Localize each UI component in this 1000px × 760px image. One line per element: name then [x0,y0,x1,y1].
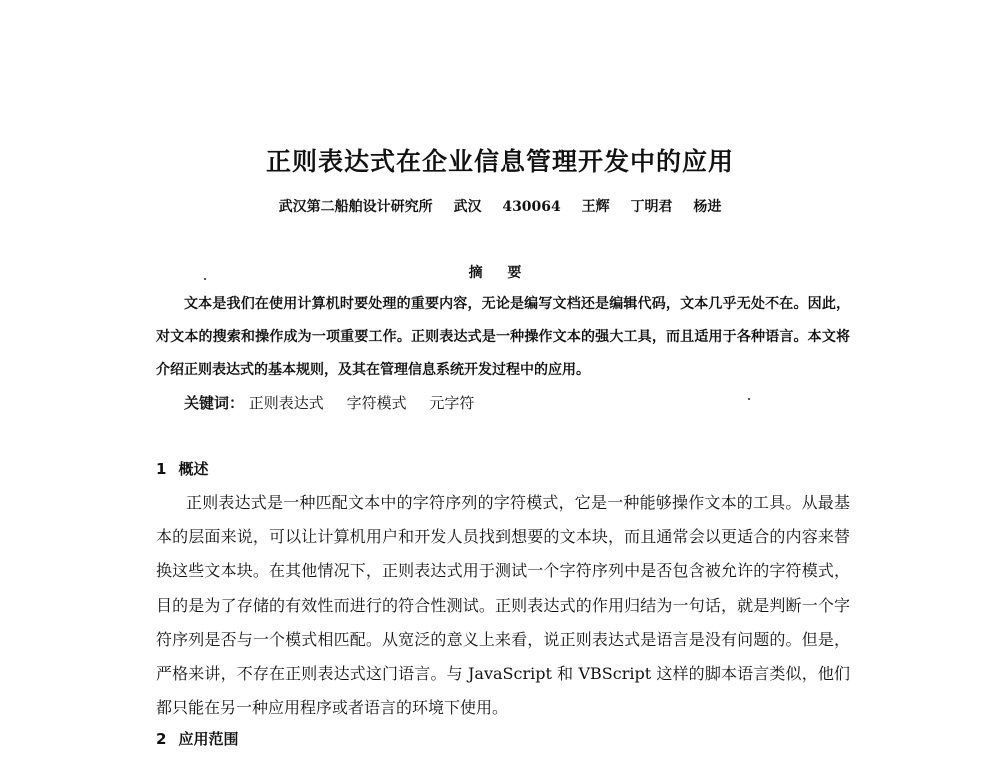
keywords-label: 关键词： [184,394,245,412]
keyword: 字符模式 [346,394,407,412]
scan-speck [748,398,750,400]
section-number: 1 [156,460,167,478]
author-name: 杨进 [693,199,722,215]
section-heading [156,458,208,479]
author-affiliation-line [0,196,1000,216]
keywords-line [184,392,492,413]
abstract-heading: 摘 要 [468,265,532,281]
keyword: 正则表达式 [248,394,324,412]
paper-title: 正则表达式在企业信息管理开发中的应用 [265,147,734,176]
section-number: 2 [156,730,167,748]
keyword: 元字符 [429,394,475,412]
institution: 武汉第二船舶设计研究所 [278,199,433,215]
section-title: 应用范围 [178,730,239,748]
section-title: 概述 [178,460,209,478]
section-body-text: 正则表达式是一种匹配文本中的字符序列的字符模式，它是一种能够操作文本的工具。从最基本的层面来说，可以让计算机用户和开发人员找到想要的文本块，而且通常会以更适合的内容来替换这些文本块。在其他情况下，正则表达式用于测试一个字符序列中是否包含被允许的字符模式，目的是为了存储的有效性而进行的符合性测试。正则表达式的作用归结为一句话，就是判断一个字符序列是否与一个模式相匹配。从宽泛的意义上来看，说正则表达式是语言是没有问题的。但是，严格来讲，不存在正则表达式这门语言。与 JavaScript 和 VBScript 这样的脚本语言类似，他们都只能在另一种应用程序或者语言的环境下使用。 [156,493,850,718]
author-name: 王辉 [581,199,610,215]
city: 武汉 [453,199,482,215]
scan-speck [204,278,206,280]
postcode: 430064 [502,199,561,215]
section-heading [156,728,238,749]
author-name: 丁明君 [630,199,673,215]
abstract-text: 文本是我们在使用计算机时要处理的重要内容，无论是编写文档还是编辑代码，文本几乎无处不在。因此，对文本的搜索和操作成为一项重要工作。正则表达式是一种操作文本的强大工具，而且适用于各种语言。本文将介绍正则表达式的基本规则，及其在管理信息系统开发过程中的应用。 [156,296,850,378]
